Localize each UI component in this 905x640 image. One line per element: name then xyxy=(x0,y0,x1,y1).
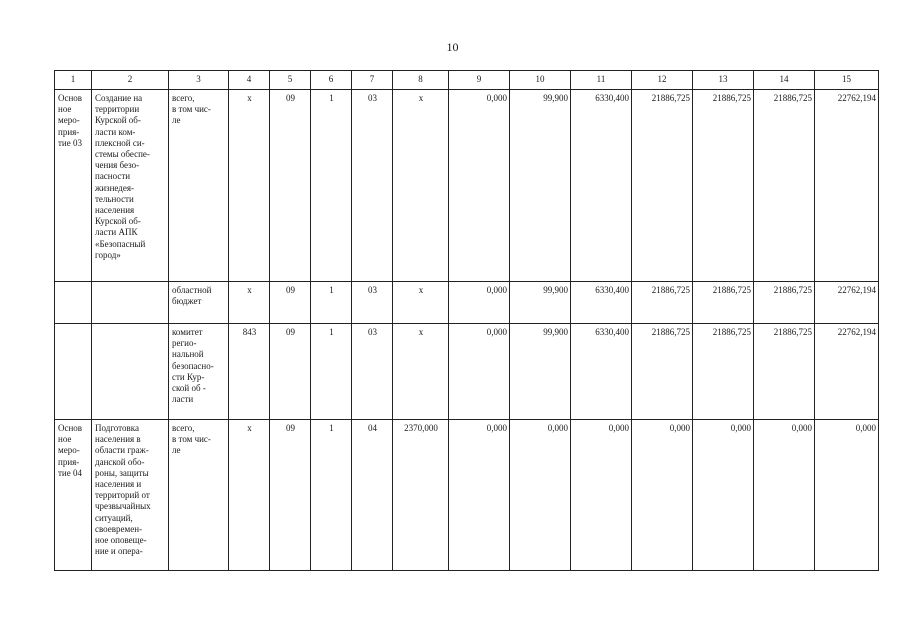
cell-col-9: 0,000 xyxy=(449,420,510,571)
cell-col-7: 03 xyxy=(352,282,393,324)
cell-col-10: 99,900 xyxy=(510,90,571,282)
cell-col-15: 22762,194 xyxy=(815,324,879,420)
column-number-header: 10 xyxy=(510,71,571,90)
column-number-header: 2 xyxy=(92,71,169,90)
column-number-header: 7 xyxy=(352,71,393,90)
cell-col-6: 1 xyxy=(311,90,352,282)
cell-col-12: 21886,725 xyxy=(632,90,693,282)
column-number-header: 13 xyxy=(693,71,754,90)
cell-col-5: 09 xyxy=(270,90,311,282)
column-number-header: 12 xyxy=(632,71,693,90)
budget-table xyxy=(54,70,879,571)
column-number-header: 3 xyxy=(169,71,229,90)
column-number-header: 14 xyxy=(754,71,815,90)
cell-col-13: 0,000 xyxy=(693,420,754,571)
table-row-activity-03-committee xyxy=(55,324,879,420)
cell-col-10: 0,000 xyxy=(510,420,571,571)
cell-col-14: 0,000 xyxy=(754,420,815,571)
cell-col-14: 21886,725 xyxy=(754,90,815,282)
cell-col-4: х xyxy=(229,420,270,571)
funding-source: комитет регио- нальной безопасно- сти Кур- ской об - ласти xyxy=(169,324,229,420)
cell-col-8: х xyxy=(393,282,449,324)
table-row-activity-03-regional-budget xyxy=(55,282,879,324)
cell-col-13: 21886,725 xyxy=(693,90,754,282)
activity-label xyxy=(55,282,92,324)
column-number-header: 9 xyxy=(449,71,510,90)
cell-col-15: 0,000 xyxy=(815,420,879,571)
cell-col-7: 04 xyxy=(352,420,393,571)
cell-col-6: 1 xyxy=(311,420,352,571)
cell-col-8: 2370,000 xyxy=(393,420,449,571)
column-number-header: 4 xyxy=(229,71,270,90)
cell-col-5: 09 xyxy=(270,324,311,420)
cell-col-9: 0,000 xyxy=(449,324,510,420)
cell-col-11: 6330,400 xyxy=(571,282,632,324)
cell-col-6: 1 xyxy=(311,282,352,324)
column-number-header: 15 xyxy=(815,71,879,90)
column-number-header: 11 xyxy=(571,71,632,90)
cell-col-14: 21886,725 xyxy=(754,324,815,420)
cell-col-9: 0,000 xyxy=(449,282,510,324)
table-row-activity-04-total xyxy=(55,420,879,571)
activity-description: Подготовка населения в области граж- данской обо- роны, защиты населения и территорий от чрезвычайных ситуаций, своевремен- ное оповеще- ние и опера- xyxy=(92,420,169,571)
activity-label xyxy=(55,324,92,420)
activity-description xyxy=(92,282,169,324)
column-number-header: 6 xyxy=(311,71,352,90)
cell-col-7: 03 xyxy=(352,324,393,420)
funding-source: областной бюджет xyxy=(169,282,229,324)
cell-col-7: 03 xyxy=(352,90,393,282)
cell-col-14: 21886,725 xyxy=(754,282,815,324)
cell-col-10: 99,900 xyxy=(510,324,571,420)
activity-label: Основ ное меро- прия- тие 03 xyxy=(55,90,92,282)
column-number-header-row xyxy=(55,71,879,90)
page-number: 10 xyxy=(446,40,459,54)
cell-col-15: 22762,194 xyxy=(815,282,879,324)
cell-col-6: 1 xyxy=(311,324,352,420)
cell-col-11: 0,000 xyxy=(571,420,632,571)
cell-col-5: 09 xyxy=(270,282,311,324)
activity-description xyxy=(92,324,169,420)
column-number-header: 1 xyxy=(55,71,92,90)
cell-col-4: х xyxy=(229,90,270,282)
cell-col-12: 0,000 xyxy=(632,420,693,571)
cell-col-15: 22762,194 xyxy=(815,90,879,282)
cell-col-13: 21886,725 xyxy=(693,282,754,324)
cell-col-11: 6330,400 xyxy=(571,90,632,282)
activity-description: Создание на территории Курской об- ласти ком- плексной си- стемы обеспе- чения безо- пасности жизнедея- тельности населения Курской об- ласти АПК «Безопасный город» xyxy=(92,90,169,282)
cell-col-8: х xyxy=(393,324,449,420)
table-row-activity-03-total xyxy=(55,90,879,282)
activity-label: Основ ное меро- прия- тие 04 xyxy=(55,420,92,571)
cell-col-10: 99,900 xyxy=(510,282,571,324)
cell-col-9: 0,000 xyxy=(449,90,510,282)
column-number-header: 5 xyxy=(270,71,311,90)
funding-source: всего, в том чис- ле xyxy=(169,90,229,282)
column-number-header: 8 xyxy=(393,71,449,90)
cell-col-5: 09 xyxy=(270,420,311,571)
funding-source: всего, в том чис- ле xyxy=(169,420,229,571)
cell-col-8: х xyxy=(393,90,449,282)
cell-col-12: 21886,725 xyxy=(632,324,693,420)
cell-col-4: 843 xyxy=(229,324,270,420)
cell-col-12: 21886,725 xyxy=(632,282,693,324)
cell-col-11: 6330,400 xyxy=(571,324,632,420)
cell-col-4: х xyxy=(229,282,270,324)
cell-col-13: 21886,725 xyxy=(693,324,754,420)
